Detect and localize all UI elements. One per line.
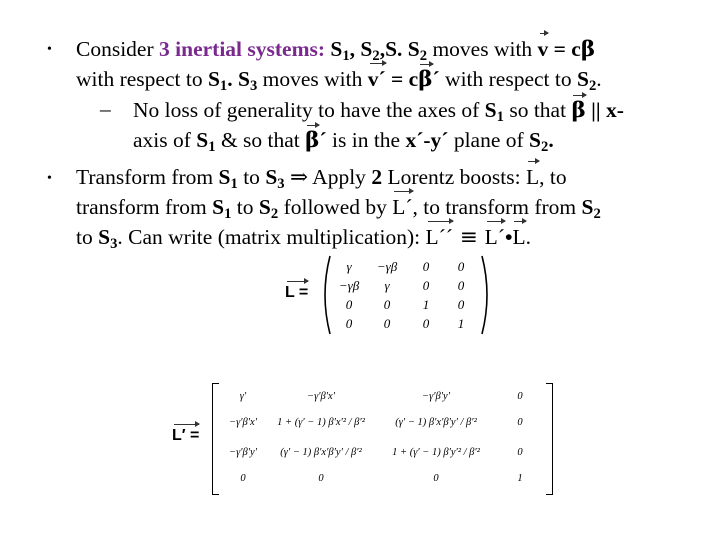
bullet2-line3: to $S_3$. Can write (matrix multiplication): L´´ ≡ L´•L. [76,225,531,252]
matrix-L-cell-3-1: 0 [383,315,391,331]
bullet2-line1: Transform from $S_1$ to $S_3$ ⇒ Apply 2 Lorentz boosts: L, to [76,165,567,192]
matrix-Lprime-cell-1-3: 0 [517,416,523,428]
matrix-Lprime-cell-3-0: 0 [240,472,246,484]
bullet2-line2: transform from $S_1$ to $S_2$ followed by L´, to transform from $S_2$ [76,195,601,222]
matrix-Lprime-cell-1-1: 1 + (γ′ − 1) β′x′² / β′² [277,416,365,428]
matrix-L-left-paren [318,254,332,336]
vector-v-prime: v´ [367,67,386,91]
matrix-Lprime-cell-2-0: −γ′β′y′ [228,446,257,458]
matrix-L-cell-0-0: γ [346,258,352,274]
matrix-Lprime-cell-3-3: 1 [517,472,523,484]
sub1-line2: axis of $S_1$ & so that β´ is in the x´-y´ plane of $S_2$. [133,128,554,155]
vector-L-product: L [512,225,526,249]
matrix-Lprime-cell-0-3: 0 [517,390,523,402]
matrix-L-cell-3-3: 1 [457,315,465,331]
matrix-L-cell-0-1: −γβ [376,258,398,274]
matrix-L-cell-1-3: 0 [457,277,465,293]
bullet-marker-2: • [47,171,52,186]
matrix-L-cell-2-3: 0 [457,296,465,312]
matrix-L-cell-1-2: 0 [422,277,430,293]
matrix-Lprime [220,385,544,491]
vector-L-prime: L´ [392,195,413,219]
matrix-Lprime-cell-2-3: 0 [517,446,523,458]
bullet1-line1: Consider 3 inertial systems: $S_1$, $S_2,S$. $S_2$ moves with v = cβ [76,37,596,64]
matrix-Lprime-cell-0-1: −γ′β′x′ [306,390,335,402]
matrix-L-label: L = [285,284,309,301]
vector-L: L [525,165,540,189]
matrix-L-right-paren [480,254,494,336]
vector-beta-prime-2: β [305,128,320,153]
matrix-Lprime-cell-2-1: (γ′ − 1) β′x′β′y′ / β′² [280,446,362,458]
matrix-L-cell-1-0: −γβ [338,277,360,293]
bullet-marker: • [47,42,52,57]
matrix-Lprime-cell-1-2: (γ′ − 1) β′x′β′y′ / β′² [395,416,477,428]
matrix-L-cell-1-1: γ [384,277,390,293]
vector-L-prime-product: L´ [484,225,505,249]
vector-beta: β [571,98,586,123]
sub1-line1: No loss of generality to have the axes of $S_1$ so that β || x- [133,98,624,125]
matrix-L-cell-2-1: 0 [383,296,391,312]
sub-bullet-dash: – [100,97,111,121]
matrix-L [332,257,478,333]
vector-v: v [537,37,549,61]
matrix-Lprime-cell-0-2: −γ′β′y′ [421,390,450,402]
matrix-L-cell-3-0: 0 [345,315,353,331]
bullet1-line2: with respect to $S_1$. $S_3$ moves with v´ = cβ´ with respect to $S_2$. [76,67,602,94]
vector-L-double-prime: L´´ [425,225,453,249]
matrix-Lprime-left-bracket [212,383,219,495]
matrix-Lprime-right-bracket [546,383,553,495]
matrix-Lprime-cell-1-0: −γ′β′x′ [228,416,257,428]
matrix-L-cell-2-2: 1 [422,296,430,312]
matrix-Lprime-label: L′ = [172,427,200,444]
matrix-L-cell-0-3: 0 [457,258,465,274]
matrix-L-cell-3-2: 0 [422,315,430,331]
matrix-Lprime-cell-3-1: 0 [318,472,324,484]
matrix-Lprime-cell-2-2: 1 + (γ′ − 1) β′y′² / β′² [392,446,480,458]
matrix-L-cell-0-2: 0 [422,258,430,274]
matrix-L-cell-2-0: 0 [345,296,353,312]
vector-beta-prime: β [418,67,433,92]
matrix-Lprime-cell-3-2: 0 [433,472,439,484]
matrix-Lprime-cell-0-0: γ′ [239,390,247,402]
